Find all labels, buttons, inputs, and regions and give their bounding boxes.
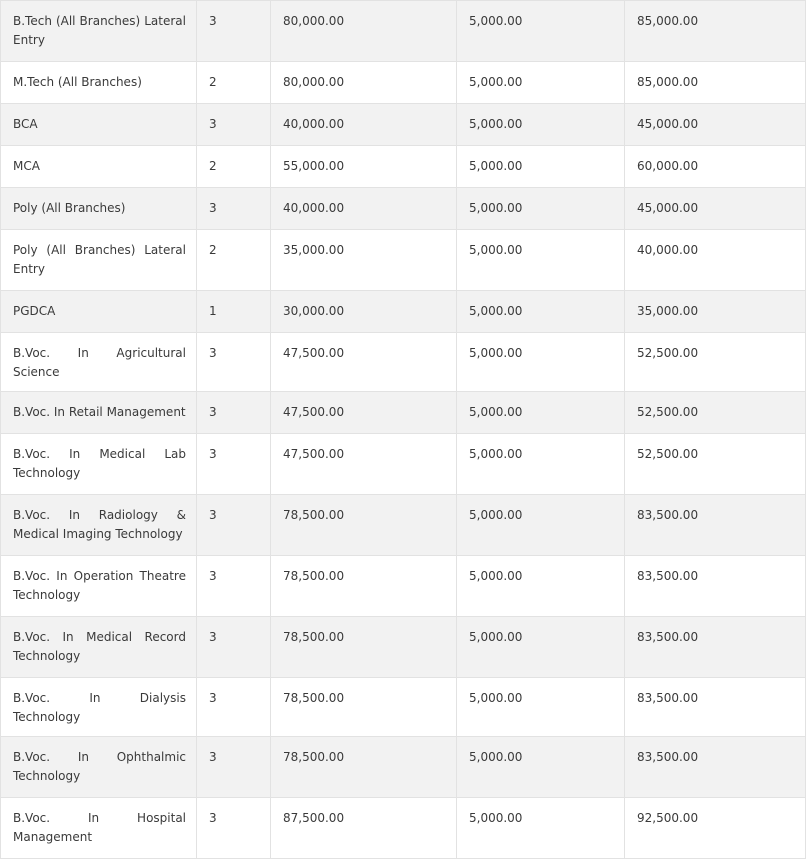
total-fee-cell: 45,000.00 bbox=[625, 104, 806, 146]
course-name-cell: Poly (All Branches) Lateral Entry bbox=[1, 230, 197, 291]
other-fee-cell: 5,000.00 bbox=[457, 62, 625, 104]
other-fee-cell: 5,000.00 bbox=[457, 798, 625, 859]
tuition-fee-cell: 78,500.00 bbox=[271, 737, 457, 798]
duration-cell: 2 bbox=[197, 230, 271, 291]
course-name-cell: M.Tech (All Branches) bbox=[1, 62, 197, 104]
table-row bbox=[1, 434, 806, 495]
tuition-fee-cell: 78,500.00 bbox=[271, 495, 457, 556]
total-fee-cell: 92,500.00 bbox=[625, 798, 806, 859]
other-fee-cell: 5,000.00 bbox=[457, 617, 625, 678]
course-name-cell: B.Voc. In Ophthalmic Technology bbox=[1, 737, 197, 798]
tuition-fee-cell: 40,000.00 bbox=[271, 104, 457, 146]
course-name-cell: B.Voc. In Retail Management bbox=[1, 392, 197, 434]
table-row bbox=[1, 737, 806, 798]
other-fee-cell: 5,000.00 bbox=[457, 1, 625, 62]
course-name-cell: PGDCA bbox=[1, 291, 197, 333]
other-fee-cell: 5,000.00 bbox=[457, 495, 625, 556]
other-fee-cell: 5,000.00 bbox=[457, 146, 625, 188]
total-fee-cell: 85,000.00 bbox=[625, 62, 806, 104]
total-fee-cell: 45,000.00 bbox=[625, 188, 806, 230]
table-row bbox=[1, 230, 806, 291]
other-fee-cell: 5,000.00 bbox=[457, 737, 625, 798]
duration-cell: 3 bbox=[197, 495, 271, 556]
course-name-cell: B.Voc. In Operation Theatre Technology bbox=[1, 556, 197, 617]
total-fee-cell: 85,000.00 bbox=[625, 1, 806, 62]
table-row bbox=[1, 556, 806, 617]
total-fee-cell: 83,500.00 bbox=[625, 678, 806, 737]
tuition-fee-cell: 80,000.00 bbox=[271, 1, 457, 62]
table-row bbox=[1, 495, 806, 556]
table-row bbox=[1, 291, 806, 333]
tuition-fee-cell: 80,000.00 bbox=[271, 62, 457, 104]
tuition-fee-cell: 55,000.00 bbox=[271, 146, 457, 188]
other-fee-cell: 5,000.00 bbox=[457, 678, 625, 737]
tuition-fee-cell: 40,000.00 bbox=[271, 188, 457, 230]
course-name-cell: MCA bbox=[1, 146, 197, 188]
total-fee-cell: 60,000.00 bbox=[625, 146, 806, 188]
other-fee-cell: 5,000.00 bbox=[457, 333, 625, 392]
table-row bbox=[1, 798, 806, 859]
table-row bbox=[1, 617, 806, 678]
total-fee-cell: 83,500.00 bbox=[625, 495, 806, 556]
duration-cell: 3 bbox=[197, 737, 271, 798]
other-fee-cell: 5,000.00 bbox=[457, 556, 625, 617]
total-fee-cell: 52,500.00 bbox=[625, 333, 806, 392]
duration-cell: 3 bbox=[197, 798, 271, 859]
other-fee-cell: 5,000.00 bbox=[457, 291, 625, 333]
tuition-fee-cell: 30,000.00 bbox=[271, 291, 457, 333]
other-fee-cell: 5,000.00 bbox=[457, 392, 625, 434]
table-row bbox=[1, 146, 806, 188]
other-fee-cell: 5,000.00 bbox=[457, 104, 625, 146]
course-name-cell: B.Voc. In Medical Lab Technology bbox=[1, 434, 197, 495]
table-row bbox=[1, 333, 806, 392]
total-fee-cell: 83,500.00 bbox=[625, 617, 806, 678]
fee-table-body bbox=[1, 1, 806, 859]
course-name-cell: B.Voc. In Dialysis Technology bbox=[1, 678, 197, 737]
other-fee-cell: 5,000.00 bbox=[457, 230, 625, 291]
table-row bbox=[1, 62, 806, 104]
course-name-cell: B.Voc. In Hospital Management bbox=[1, 798, 197, 859]
table-row bbox=[1, 392, 806, 434]
course-name-cell: B.Tech (All Branches) Lateral Entry bbox=[1, 1, 197, 62]
duration-cell: 1 bbox=[197, 291, 271, 333]
total-fee-cell: 40,000.00 bbox=[625, 230, 806, 291]
course-name-cell: BCA bbox=[1, 104, 197, 146]
table-row bbox=[1, 104, 806, 146]
table-row bbox=[1, 188, 806, 230]
duration-cell: 3 bbox=[197, 333, 271, 392]
course-name-cell: B.Voc. In Agricultural Science bbox=[1, 333, 197, 392]
duration-cell: 2 bbox=[197, 62, 271, 104]
duration-cell: 3 bbox=[197, 188, 271, 230]
course-name-cell: Poly (All Branches) bbox=[1, 188, 197, 230]
total-fee-cell: 83,500.00 bbox=[625, 556, 806, 617]
total-fee-cell: 83,500.00 bbox=[625, 737, 806, 798]
duration-cell: 3 bbox=[197, 556, 271, 617]
tuition-fee-cell: 87,500.00 bbox=[271, 798, 457, 859]
tuition-fee-cell: 35,000.00 bbox=[271, 230, 457, 291]
duration-cell: 3 bbox=[197, 1, 271, 62]
course-name-cell: B.Voc. In Medical Record Technology bbox=[1, 617, 197, 678]
course-name-cell: B.Voc. In Radiology & Medical Imaging Technology bbox=[1, 495, 197, 556]
duration-cell: 3 bbox=[197, 678, 271, 737]
tuition-fee-cell: 47,500.00 bbox=[271, 434, 457, 495]
total-fee-cell: 35,000.00 bbox=[625, 291, 806, 333]
table-row bbox=[1, 678, 806, 737]
tuition-fee-cell: 78,500.00 bbox=[271, 617, 457, 678]
total-fee-cell: 52,500.00 bbox=[625, 434, 806, 495]
tuition-fee-cell: 78,500.00 bbox=[271, 678, 457, 737]
other-fee-cell: 5,000.00 bbox=[457, 434, 625, 495]
duration-cell: 3 bbox=[197, 434, 271, 495]
other-fee-cell: 5,000.00 bbox=[457, 188, 625, 230]
duration-cell: 2 bbox=[197, 146, 271, 188]
duration-cell: 3 bbox=[197, 104, 271, 146]
table-row bbox=[1, 1, 806, 62]
total-fee-cell: 52,500.00 bbox=[625, 392, 806, 434]
tuition-fee-cell: 47,500.00 bbox=[271, 333, 457, 392]
duration-cell: 3 bbox=[197, 617, 271, 678]
tuition-fee-cell: 47,500.00 bbox=[271, 392, 457, 434]
duration-cell: 3 bbox=[197, 392, 271, 434]
tuition-fee-cell: 78,500.00 bbox=[271, 556, 457, 617]
